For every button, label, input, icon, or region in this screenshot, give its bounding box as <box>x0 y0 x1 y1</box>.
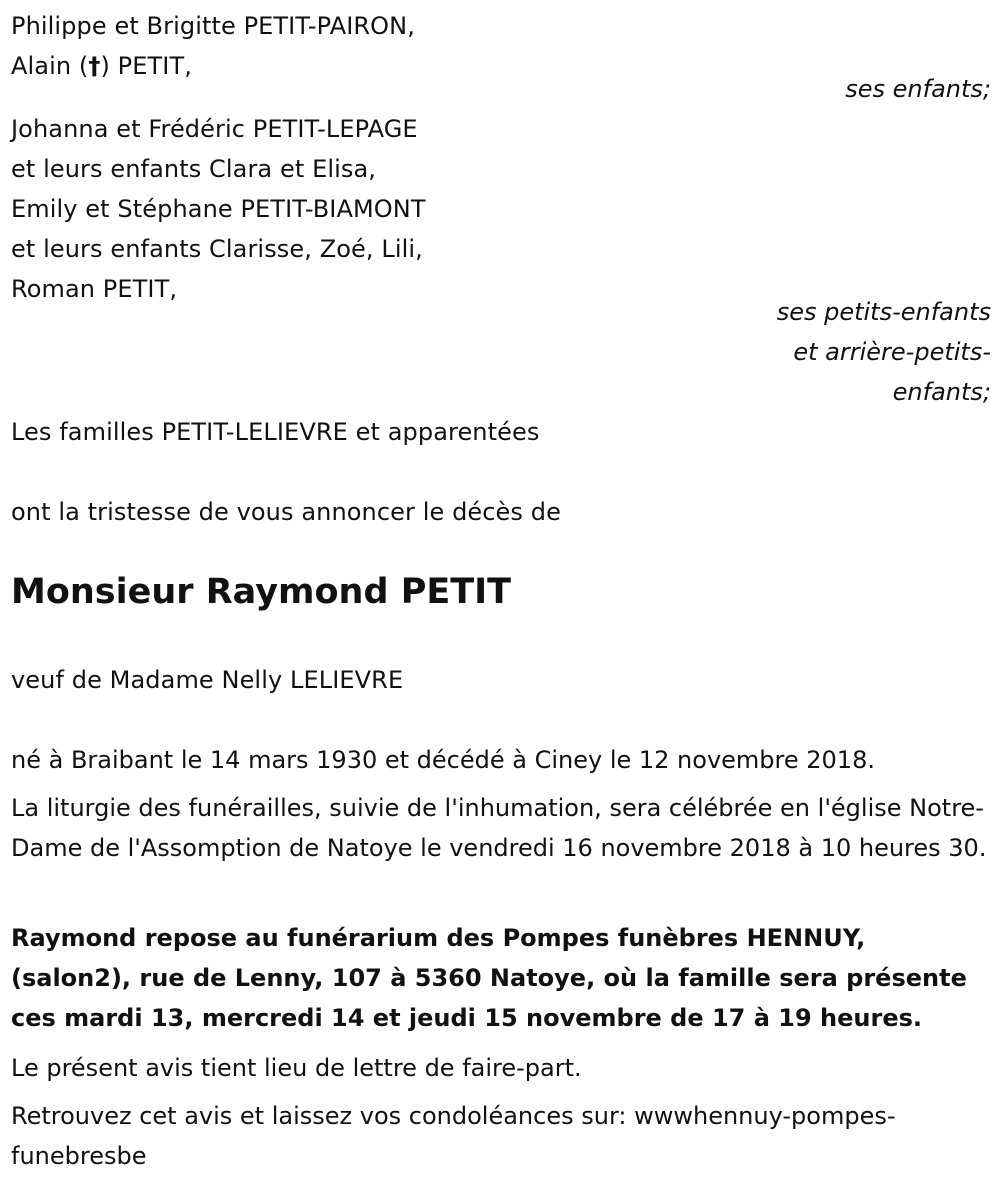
children-line-2: Alain (†) PETIT, <box>11 52 192 80</box>
grandchildren-line-1: Johanna et Frédéric PETIT-LEPAGE <box>11 115 418 143</box>
grandchildren-line-3: Emily et Stéphane PETIT-BIAMONT <box>11 195 426 223</box>
families-line: Les familles PETIT-LELIEVRE et apparentées <box>11 418 540 446</box>
grandchildren-role-line-2: et arrière-petits- <box>793 338 991 366</box>
deceased-cross-icon: † <box>88 52 101 80</box>
visitation-paragraph: Raymond repose au funérarium des Pompes funèbres HENNUY, (salon2), rue de Lenny, 107 à 5360 Natoye, où la famille sera présente ces mardi 13, mercredi 14 et jeudi 15 novembre de 17 à 19 heures. <box>11 924 967 1032</box>
grandchildren-line-4: et leurs enfants Clarisse, Zoé, Lili, <box>11 235 423 263</box>
grandchildren-role-line-3: enfants; <box>892 378 991 406</box>
grandchildren-line-5: Roman PETIT, <box>11 275 178 303</box>
birth-death-paragraph: né à Braibant le 14 mars 1930 et décédé à Ciney le 12 novembre 2018. <box>11 746 875 774</box>
notice-paragraph: Le présent avis tient lieu de lettre de faire-part. <box>11 1054 582 1082</box>
announcement-line: ont la tristesse de vous annoncer le décès de <box>11 498 561 526</box>
deceased-name-heading: Monsieur Raymond PETIT <box>11 572 512 612</box>
condolences-paragraph: Retrouvez cet avis et laissez vos condoléances sur: wwwhennuy-pompes-funebresbe <box>11 1102 896 1170</box>
children-line-1: Philippe et Brigitte PETIT-PAIRON, <box>11 12 415 40</box>
children-role-label: ses enfants; <box>845 75 991 103</box>
grandchildren-role-line-1: ses petits-enfants <box>776 298 991 326</box>
ceremony-paragraph: La liturgie des funérailles, suivie de l'inhumation, sera célébrée en l'église Notre-Dame de l'Assomption de Natoye le vendredi 16 novembre 2018 à 10 heures 30. <box>11 794 987 862</box>
spouse-line: veuf de Madame Nelly LELIEVRE <box>11 666 404 694</box>
grandchildren-line-2: et leurs enfants Clara et Elisa, <box>11 155 377 183</box>
